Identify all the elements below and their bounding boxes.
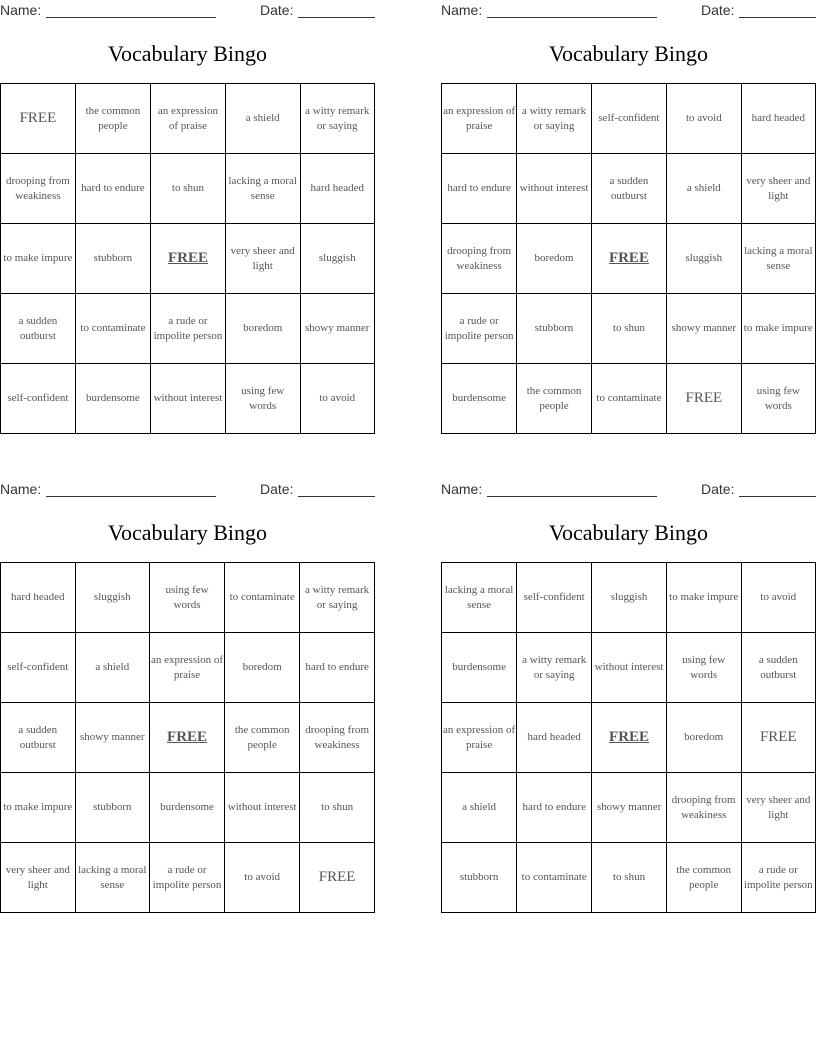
bingo-cell[interactable]: a witty remark or saying: [300, 84, 375, 154]
name-label: Name:: [0, 2, 42, 18]
name-label: Name:: [441, 481, 483, 497]
bingo-cell[interactable]: to avoid: [300, 364, 375, 434]
bingo-cell[interactable]: FREE: [591, 224, 666, 294]
bingo-cell[interactable]: a witty remark or saying: [517, 84, 592, 154]
bingo-cell[interactable]: drooping from weakiness: [442, 224, 517, 294]
bingo-row: [1, 224, 375, 294]
bingo-cell[interactable]: an expression of praise: [149, 633, 224, 703]
bingo-row: [442, 773, 816, 843]
bingo-cell[interactable]: a sudden outburst: [741, 633, 815, 703]
bingo-cell[interactable]: an expression of praise: [151, 84, 226, 154]
bingo-cell[interactable]: to shun: [592, 843, 667, 913]
bingo-cell[interactable]: burdensome: [442, 364, 517, 434]
date-field-line[interactable]: [298, 17, 375, 18]
name-field-line[interactable]: [46, 496, 216, 497]
card-title: Vocabulary Bingo: [107, 520, 268, 545]
name-field-line[interactable]: [487, 17, 657, 18]
card-title: Vocabulary Bingo: [548, 520, 709, 545]
bingo-cell[interactable]: without interest: [517, 154, 592, 224]
bingo-cell[interactable]: stubborn: [517, 294, 592, 364]
bingo-cell[interactable]: hard to endure: [442, 154, 517, 224]
bingo-row: [1, 84, 375, 154]
bingo-cell[interactable]: to shun: [591, 294, 666, 364]
name-label: Name:: [441, 2, 483, 18]
bingo-row: [442, 563, 816, 633]
bingo-cell[interactable]: without interest: [592, 633, 667, 703]
bingo-cell[interactable]: without interest: [151, 364, 226, 434]
bingo-cell[interactable]: stubborn: [442, 843, 517, 913]
name-field-line[interactable]: [487, 496, 657, 497]
bingo-row: [442, 843, 816, 913]
bingo-cell[interactable]: a rude or impolite person: [741, 843, 815, 913]
card-title: Vocabulary Bingo: [107, 41, 268, 66]
bingo-cell[interactable]: to shun: [151, 154, 226, 224]
bingo-cell[interactable]: FREE: [300, 843, 375, 913]
bingo-cell[interactable]: a witty remark or saying: [517, 633, 592, 703]
bingo-row: [442, 703, 816, 773]
bingo-cell[interactable]: lacking a moral sense: [442, 563, 517, 633]
bingo-cell[interactable]: a rude or impolite person: [151, 294, 226, 364]
date-label: Date:: [260, 2, 294, 18]
bingo-cell[interactable]: without interest: [225, 773, 300, 843]
bingo-cell[interactable]: using few words: [225, 364, 300, 434]
date-field-line[interactable]: [298, 496, 375, 497]
bingo-cell[interactable]: an expression of praise: [442, 84, 517, 154]
bingo-cell[interactable]: drooping from weakiness: [666, 773, 741, 843]
bingo-cell[interactable]: the common people: [517, 364, 592, 434]
bingo-cell[interactable]: to avoid: [667, 84, 742, 154]
bingo-cell[interactable]: the common people: [666, 843, 741, 913]
bingo-cell[interactable]: a rude or impolite person: [442, 294, 517, 364]
bingo-cell[interactable]: a witty remark or saying: [300, 563, 375, 633]
bingo-cell[interactable]: boredom: [666, 703, 741, 773]
bingo-cell[interactable]: FREE: [1, 84, 76, 154]
bingo-cell[interactable]: lacking a moral sense: [741, 224, 815, 294]
bingo-cell[interactable]: boredom: [225, 633, 300, 703]
bingo-row: [1, 773, 375, 843]
bingo-cell[interactable]: drooping from weakiness: [300, 703, 375, 773]
bingo-cell[interactable]: to contaminate: [75, 294, 150, 364]
date-label: Date:: [701, 481, 735, 497]
bingo-row: [1, 364, 375, 434]
bingo-grid: [0, 83, 375, 434]
bingo-row: [442, 224, 816, 294]
bingo-row: [442, 633, 816, 703]
bingo-cell[interactable]: the common people: [225, 703, 300, 773]
bingo-cell[interactable]: to contaminate: [591, 364, 666, 434]
bingo-row: [442, 84, 816, 154]
bingo-cell[interactable]: to shun: [300, 773, 375, 843]
bingo-row: [442, 364, 816, 434]
card-header: [0, 2, 375, 20]
bingo-cell[interactable]: a shield: [225, 84, 300, 154]
card-header: [0, 481, 375, 499]
bingo-cell[interactable]: using few words: [149, 563, 224, 633]
bingo-cell[interactable]: showy manner: [667, 294, 742, 364]
bingo-cell[interactable]: to avoid: [225, 843, 300, 913]
bingo-cell[interactable]: a sudden outburst: [591, 154, 666, 224]
bingo-cell[interactable]: a shield: [442, 773, 517, 843]
bingo-cell[interactable]: hard to endure: [75, 154, 150, 224]
bingo-cell[interactable]: hard headed: [741, 84, 815, 154]
bingo-cell[interactable]: burdensome: [75, 364, 150, 434]
bingo-cell[interactable]: FREE: [667, 364, 742, 434]
bingo-cell[interactable]: FREE: [149, 703, 224, 773]
date-label: Date:: [260, 481, 294, 497]
bingo-grid: [0, 562, 375, 913]
bingo-cell[interactable]: to make impure: [1, 773, 76, 843]
bingo-cell[interactable]: hard headed: [300, 154, 375, 224]
bingo-cell[interactable]: very sheer and light: [741, 154, 815, 224]
name-field-line[interactable]: [46, 17, 216, 18]
bingo-cell[interactable]: the common people: [75, 84, 150, 154]
bingo-cell[interactable]: to make impure: [1, 224, 76, 294]
bingo-cell[interactable]: very sheer and light: [1, 843, 76, 913]
bingo-row: [442, 294, 816, 364]
bingo-row: [1, 294, 375, 364]
bingo-cell[interactable]: very sheer and light: [225, 224, 300, 294]
bingo-cell[interactable]: stubborn: [75, 773, 149, 843]
bingo-cell[interactable]: FREE: [592, 703, 667, 773]
date-field-line[interactable]: [739, 17, 816, 18]
bingo-cell[interactable]: an expression of praise: [442, 703, 517, 773]
bingo-cell[interactable]: FREE: [741, 703, 815, 773]
bingo-cell[interactable]: hard headed: [1, 563, 76, 633]
bingo-cell[interactable]: boredom: [517, 224, 592, 294]
card-title: Vocabulary Bingo: [548, 41, 709, 66]
bingo-row: [1, 563, 375, 633]
bingo-cell[interactable]: to contaminate: [225, 563, 300, 633]
bingo-cell[interactable]: a rude or impolite person: [149, 843, 224, 913]
bingo-cell[interactable]: burdensome: [149, 773, 224, 843]
bingo-cell[interactable]: hard to endure: [517, 773, 592, 843]
bingo-row: [1, 843, 375, 913]
bingo-cell[interactable]: FREE: [151, 224, 226, 294]
bingo-cell[interactable]: to make impure: [741, 294, 815, 364]
bingo-cell[interactable]: a shield: [667, 154, 742, 224]
bingo-cell[interactable]: sluggish: [592, 563, 667, 633]
bingo-cell[interactable]: burdensome: [442, 633, 517, 703]
card-header: [441, 481, 816, 499]
bingo-cell[interactable]: self-confident: [1, 633, 76, 703]
bingo-cell[interactable]: self-confident: [517, 563, 592, 633]
bingo-cell[interactable]: sluggish: [667, 224, 742, 294]
bingo-cell[interactable]: stubborn: [75, 224, 150, 294]
bingo-row: [1, 633, 375, 703]
card-header: [441, 2, 816, 20]
bingo-cell[interactable]: a sudden outburst: [1, 703, 76, 773]
bingo-grid: [441, 83, 816, 434]
bingo-cell[interactable]: using few words: [666, 633, 741, 703]
bingo-cell[interactable]: drooping from weakiness: [1, 154, 76, 224]
bingo-cell[interactable]: self-confident: [1, 364, 76, 434]
bingo-cell[interactable]: boredom: [225, 294, 300, 364]
bingo-row: [442, 154, 816, 224]
bingo-cell[interactable]: to avoid: [741, 563, 815, 633]
bingo-cell[interactable]: lacking a moral sense: [75, 843, 149, 913]
bingo-row: [1, 154, 375, 224]
date-label: Date:: [701, 2, 735, 18]
bingo-cell[interactable]: sluggish: [75, 563, 149, 633]
bingo-cell[interactable]: using few words: [741, 364, 815, 434]
date-field-line[interactable]: [739, 496, 816, 497]
bingo-cell[interactable]: hard to endure: [300, 633, 375, 703]
bingo-cell[interactable]: to make impure: [666, 563, 741, 633]
bingo-cell[interactable]: sluggish: [300, 224, 375, 294]
bingo-grid: [441, 562, 816, 913]
bingo-cell[interactable]: self-confident: [591, 84, 666, 154]
bingo-cell[interactable]: to contaminate: [517, 843, 592, 913]
bingo-row: [1, 703, 375, 773]
bingo-cell[interactable]: hard headed: [517, 703, 592, 773]
name-label: Name:: [0, 481, 42, 497]
bingo-cell[interactable]: lacking a moral sense: [225, 154, 300, 224]
bingo-cell[interactable]: showy manner: [75, 703, 149, 773]
bingo-cell[interactable]: showy manner: [300, 294, 375, 364]
bingo-cell[interactable]: a sudden outburst: [1, 294, 76, 364]
bingo-cell[interactable]: very sheer and light: [741, 773, 815, 843]
bingo-cell[interactable]: a shield: [75, 633, 149, 703]
bingo-cell[interactable]: showy manner: [592, 773, 667, 843]
